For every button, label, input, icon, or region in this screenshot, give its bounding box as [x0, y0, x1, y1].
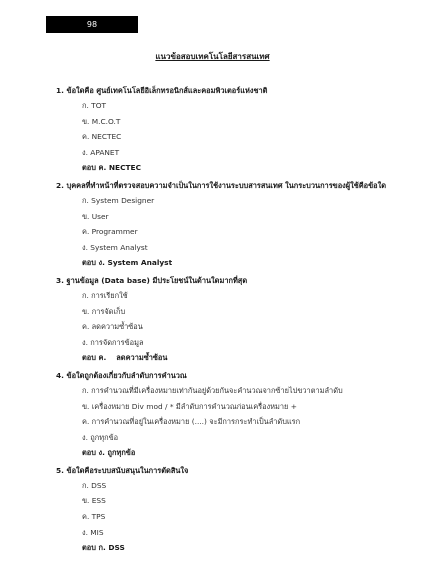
answer-value: System Analyst	[107, 258, 173, 268]
question-2	[56, 178, 386, 271]
question-3	[56, 273, 386, 366]
answer	[56, 255, 386, 271]
option: ข. การจัดเก็บ	[82, 306, 126, 316]
document-title: แนวข้อสอบเทคโนโลยีสารสนเทศ	[155, 52, 270, 61]
option: ง. System Analyst	[82, 242, 148, 252]
option: ค. NECTEC	[82, 132, 122, 142]
answer-value: DSS	[108, 543, 125, 553]
option: ค. TPS	[82, 512, 106, 522]
option: ก. DSS	[82, 480, 107, 490]
option: ก. System Designer	[82, 195, 155, 205]
option: ค. Programmer	[82, 227, 138, 237]
option: ข. ESS	[82, 496, 106, 506]
answer	[56, 445, 386, 461]
question-4	[56, 368, 386, 461]
question-text: 2. บุคคลที่ทำหน้าที่ตรวจสอบความจำเป็นในการใช้งานระบบสารสนเทศ ในกระบวนการของผู้ใช้คือข้อใด	[56, 180, 386, 190]
option: ง. APANET	[82, 147, 120, 157]
answer-prefix: ตอบ ง.	[82, 448, 105, 458]
option: ข. M.C.O.T	[82, 116, 121, 126]
answer-value: ลดความซ้ำซ้อน	[116, 353, 168, 363]
answer	[56, 160, 386, 176]
answer	[56, 350, 386, 366]
option: ก. การเรียกใช้	[82, 290, 128, 300]
question-list	[56, 83, 386, 558]
option: ง. การจัดการข้อมูล	[82, 337, 144, 347]
option: ค. ลดความซ้ำซ้อน	[82, 322, 143, 332]
option: ก. การคำนวณที่มีเครื่องหมายเท่ากันอยู่ด้วยกันจะคำนวณจากซ้ายไปขวาตามลำดับ	[82, 385, 343, 395]
option: ข. User	[82, 211, 109, 221]
question-text: 5. ข้อใดคือระบบสนับสนุนในการตัดสินใจ	[56, 465, 189, 475]
answer-prefix: ตอบ ง.	[82, 258, 105, 268]
answer-prefix: ตอบ ค.	[82, 163, 107, 173]
question-5	[56, 463, 386, 556]
option: ก. TOT	[82, 101, 107, 110]
answer-value: NECTEC	[108, 163, 142, 173]
question-text: 3. ฐานข้อมูล (Data base) มีประโยชน์ในด้านใดมากที่สุด	[56, 275, 248, 285]
option: ค. การคำนวณที่อยู่ในเครื่องหมาย (....) จะมีการกระทำเป็นลำดับแรก	[82, 417, 301, 427]
answer-prefix: ตอบ ก.	[82, 543, 106, 553]
option: ข. เครื่องหมาย Div mod / * มีลำดับการคำนวณก่อนเครื่องหมาย +	[82, 401, 297, 411]
answer-prefix: ตอบ ค.	[82, 353, 107, 363]
option: ง. MIS	[82, 527, 104, 537]
answer	[56, 540, 386, 556]
answer-value: ถูกทุกข้อ	[107, 448, 136, 458]
question-text: 4. ข้อใดถูกต้องเกี่ยวกับลำดับการคำนวณ	[56, 370, 187, 380]
question-1	[56, 83, 386, 176]
option: ง. ถูกทุกข้อ	[82, 432, 119, 442]
question-text: 1. ข้อใดคือ ศูนย์เทคโนโลยีอิเล็กทรอนิกส์และคอมพิวเตอร์แห่งชาติ	[56, 86, 268, 95]
page-number-badge: 98	[46, 16, 138, 33]
